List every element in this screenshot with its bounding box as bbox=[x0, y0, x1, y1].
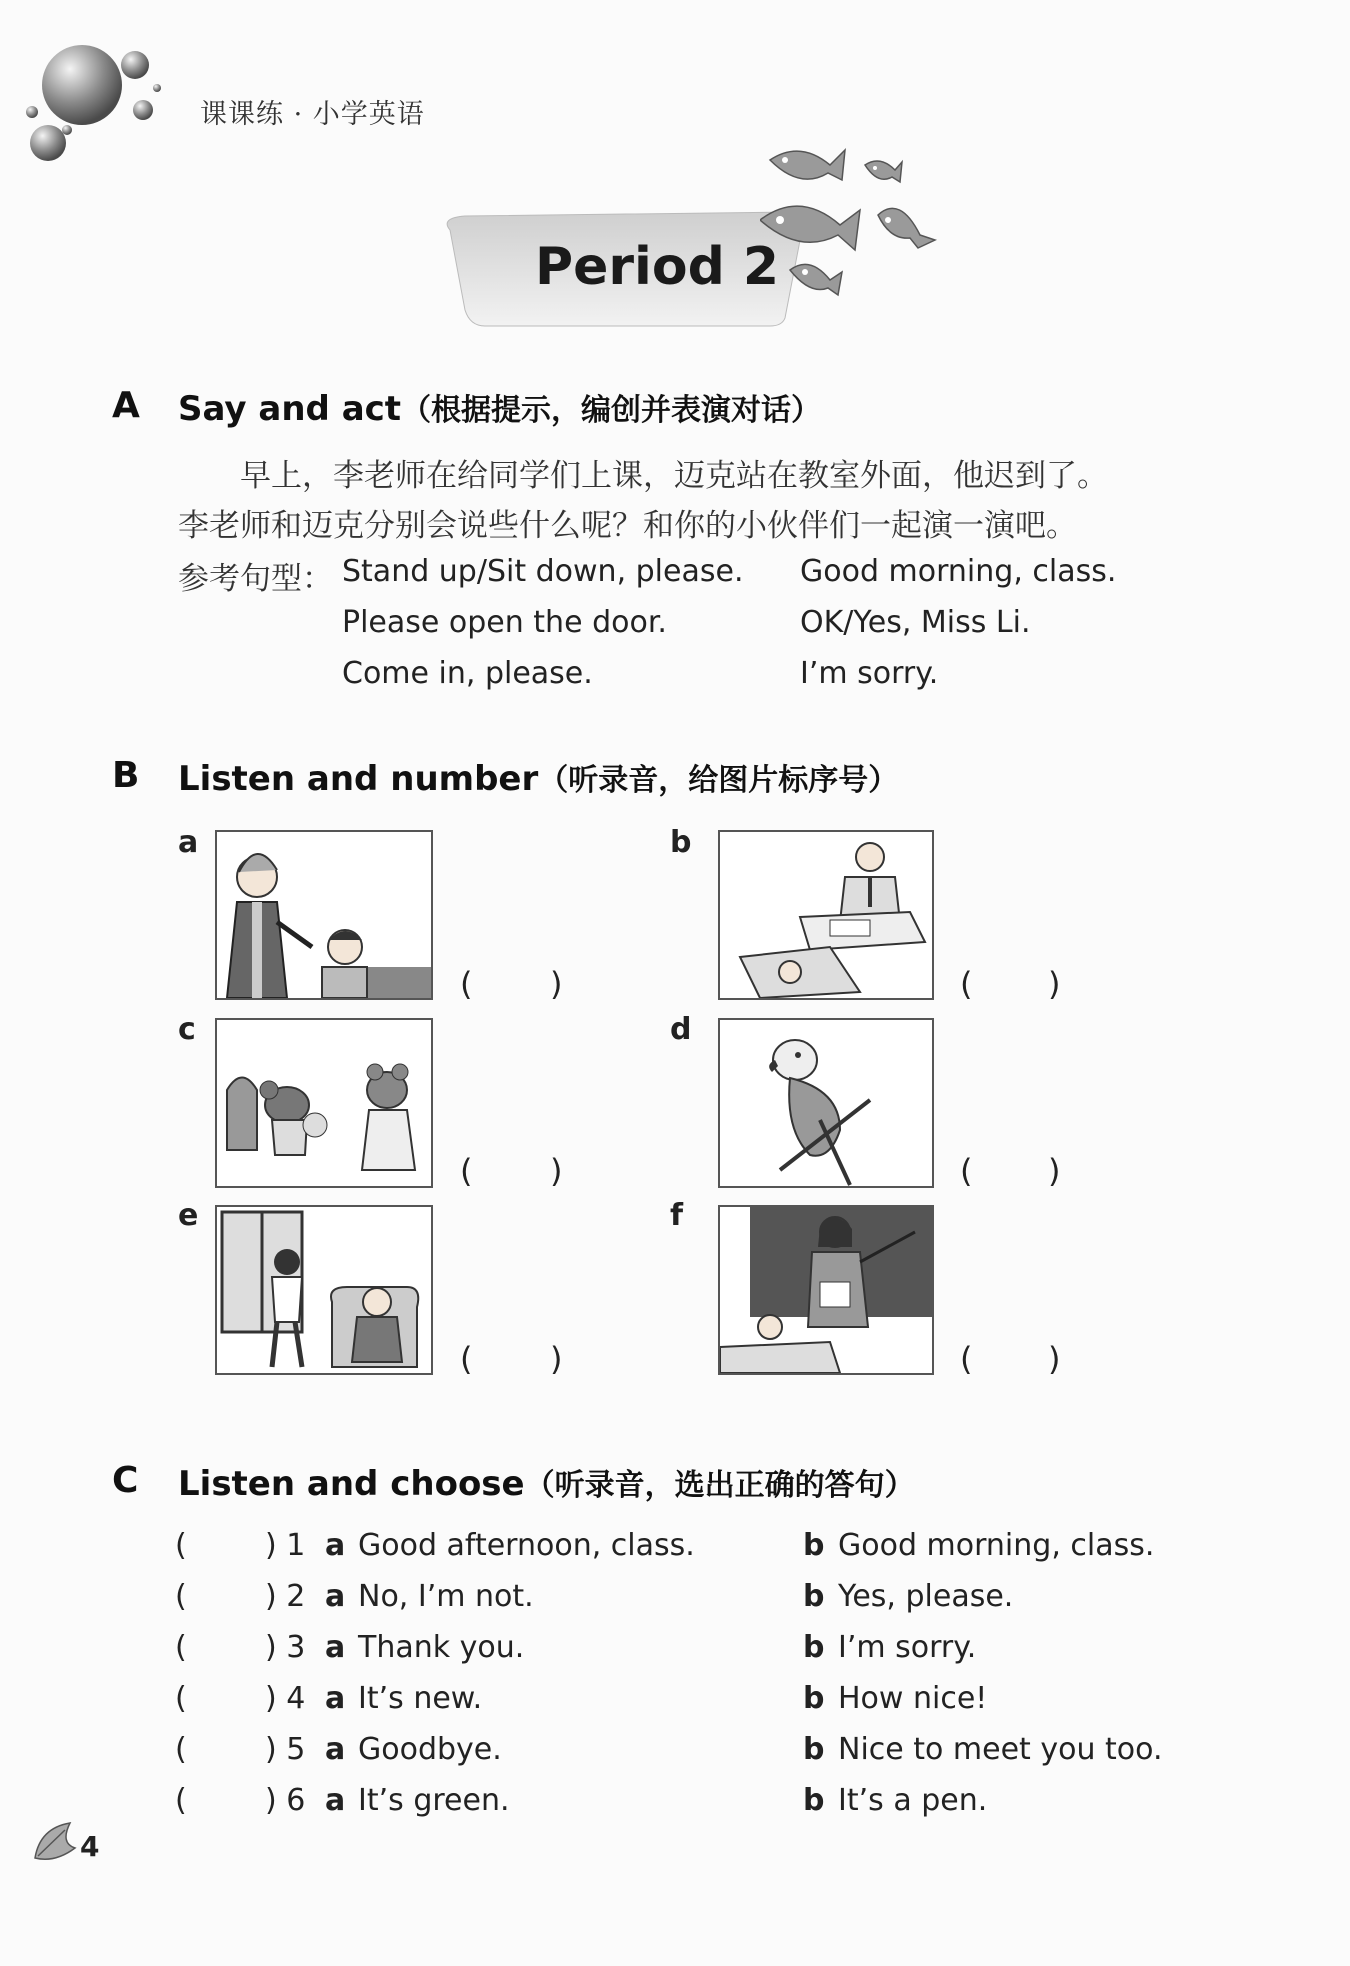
parrot-on-branch-image bbox=[720, 1020, 932, 1186]
answer-paren-d-close[interactable]: ) bbox=[1048, 1152, 1061, 1190]
left-phrase-3: Come in, please. bbox=[342, 656, 593, 691]
option-b-label: b bbox=[803, 1783, 825, 1818]
section-b-title-text: Listen and number bbox=[178, 759, 539, 799]
picture-label-e: e bbox=[178, 1198, 199, 1233]
answer-paren-e-open[interactable]: ( bbox=[460, 1340, 473, 1378]
answer-paren-c-close[interactable]: ) bbox=[550, 1152, 563, 1190]
option-a-label: a bbox=[325, 1528, 346, 1563]
choose-row bbox=[0, 1681, 1350, 1721]
answer-blank-open[interactable]: ( bbox=[175, 1630, 187, 1665]
option-a-text: Thank you. bbox=[358, 1630, 525, 1665]
option-a-label: a bbox=[325, 1681, 346, 1716]
section-a-note: （根据提示，编创并表演对话） bbox=[401, 393, 822, 428]
option-a-text: Good afternoon, class. bbox=[358, 1528, 695, 1563]
picture-f bbox=[718, 1205, 934, 1375]
fish-decoration-icon bbox=[760, 140, 940, 320]
option-b-text: How nice! bbox=[838, 1681, 988, 1716]
option-b-label: b bbox=[803, 1732, 825, 1767]
option-b-label: b bbox=[803, 1528, 825, 1563]
section-c-title bbox=[178, 1460, 915, 1504]
option-b-text: I’m sorry. bbox=[838, 1630, 977, 1665]
answer-paren-a-open[interactable]: ( bbox=[460, 965, 473, 1003]
picture-label-b: b bbox=[670, 825, 692, 860]
right-phrase-2: OK/Yes, Miss Li. bbox=[800, 605, 1031, 640]
page-title: Period 2 bbox=[535, 237, 780, 297]
answer-paren-d-open[interactable]: ( bbox=[960, 1152, 973, 1190]
option-b-text: Nice to meet you too. bbox=[838, 1732, 1163, 1767]
question-number: ) 4 bbox=[265, 1681, 306, 1716]
option-a-text: Goodbye. bbox=[358, 1732, 502, 1767]
section-a-line-2: 李老师和迈克分别会说些什么呢？和你的小伙伴们一起演一演吧。 bbox=[178, 508, 1077, 544]
section-b-note: （听录音，给图片标序号） bbox=[538, 763, 899, 798]
option-b-label: b bbox=[803, 1579, 825, 1614]
picture-label-c: c bbox=[178, 1012, 196, 1047]
choose-row bbox=[0, 1630, 1350, 1670]
option-b-text: Yes, please. bbox=[838, 1579, 1014, 1614]
answer-paren-e-close[interactable]: ) bbox=[550, 1340, 563, 1378]
reference-label: 参考句型： bbox=[178, 561, 333, 597]
section-a-title-text: Say and act bbox=[178, 389, 402, 429]
option-b-text: It’s a pen. bbox=[838, 1783, 988, 1818]
question-number: ) 5 bbox=[265, 1732, 306, 1767]
left-phrase-1: Stand up/Sit down, please. bbox=[342, 554, 744, 589]
answer-paren-a-close[interactable]: ) bbox=[550, 965, 563, 1003]
answer-paren-b-open[interactable]: ( bbox=[960, 965, 973, 1003]
picture-label-a: a bbox=[178, 825, 199, 860]
option-a-label: a bbox=[325, 1630, 346, 1665]
mice-at-door-image bbox=[217, 1020, 431, 1186]
answer-blank-open[interactable]: ( bbox=[175, 1681, 187, 1716]
picture-label-f: f bbox=[670, 1198, 684, 1233]
picture-a bbox=[215, 830, 433, 1000]
picture-label-d: d bbox=[670, 1012, 692, 1047]
option-b-label: b bbox=[803, 1630, 825, 1665]
option-a-label: a bbox=[325, 1783, 346, 1818]
question-number: ) 6 bbox=[265, 1783, 306, 1818]
picture-d bbox=[718, 1018, 934, 1188]
option-b-text: Good morning, class. bbox=[838, 1528, 1155, 1563]
answer-paren-b-close[interactable]: ) bbox=[1048, 965, 1061, 1003]
option-a-label: a bbox=[325, 1732, 346, 1767]
answer-paren-c-open[interactable]: ( bbox=[460, 1152, 473, 1190]
option-b-label: b bbox=[803, 1681, 825, 1716]
choose-row bbox=[0, 1579, 1350, 1619]
section-c-title-text: Listen and choose bbox=[178, 1464, 525, 1504]
answer-blank-open[interactable]: ( bbox=[175, 1732, 187, 1767]
book-title: 课课练 · 小学英语 bbox=[200, 99, 425, 130]
section-c-letter: C bbox=[112, 1460, 139, 1501]
answer-paren-f-open[interactable]: ( bbox=[960, 1340, 973, 1378]
option-a-label: a bbox=[325, 1579, 346, 1614]
question-number: ) 1 bbox=[265, 1528, 306, 1563]
answer-paren-f-close[interactable]: ) bbox=[1048, 1340, 1061, 1378]
answer-blank-open[interactable]: ( bbox=[175, 1783, 187, 1818]
section-a-letter: A bbox=[112, 385, 140, 426]
choose-row bbox=[0, 1783, 1350, 1823]
teacher-at-blackboard-image bbox=[720, 1207, 932, 1373]
picture-b bbox=[718, 830, 934, 1000]
section-a-line-1: 早上，李老师在给同学们上课，迈克站在教室外面，他迟到了。 bbox=[240, 458, 1108, 494]
picture-c bbox=[215, 1018, 433, 1188]
right-phrase-3: I’m sorry. bbox=[800, 656, 939, 691]
section-c-note: （听录音，选出正确的答句） bbox=[524, 1468, 915, 1503]
answer-blank-open[interactable]: ( bbox=[175, 1528, 187, 1563]
leaf-icon bbox=[30, 1818, 80, 1863]
section-b-title bbox=[178, 755, 898, 799]
section-b-letter: B bbox=[112, 755, 140, 796]
page-number: 4 bbox=[80, 1830, 100, 1863]
woman-and-boy-image bbox=[217, 832, 431, 998]
question-number: ) 3 bbox=[265, 1630, 306, 1665]
option-a-text: It’s new. bbox=[358, 1681, 483, 1716]
teacher-at-desk-image bbox=[720, 832, 932, 998]
bubbles-decoration-icon bbox=[20, 40, 170, 170]
picture-e bbox=[215, 1205, 433, 1375]
girl-at-window-grandma-image bbox=[217, 1207, 431, 1373]
question-number: ) 2 bbox=[265, 1579, 306, 1614]
right-phrase-1: Good morning, class. bbox=[800, 554, 1117, 589]
option-a-text: No, I’m not. bbox=[358, 1579, 534, 1614]
choose-row bbox=[0, 1528, 1350, 1568]
section-a-title bbox=[178, 385, 821, 429]
left-phrase-2: Please open the door. bbox=[342, 605, 667, 640]
choose-row bbox=[0, 1732, 1350, 1772]
option-a-text: It’s green. bbox=[358, 1783, 510, 1818]
answer-blank-open[interactable]: ( bbox=[175, 1579, 187, 1614]
